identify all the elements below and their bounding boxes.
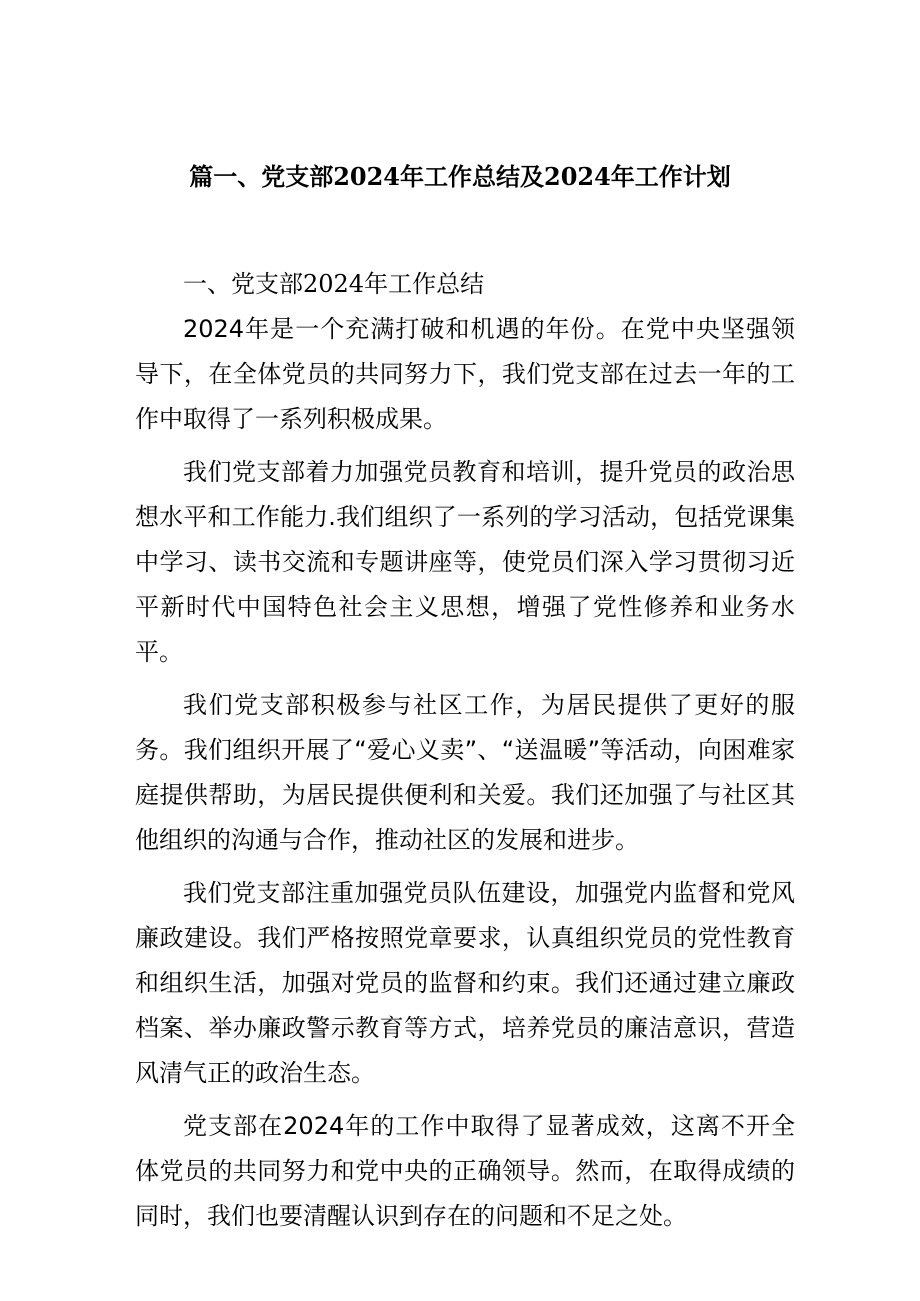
paragraph-4: 我们党支部注重加强党员队伍建设，加强党内监督和党风廉政建设。我们严格按照党章要求，认真组织党员的党性教育和组织生活，加强对党员的监督和约束。我们还通过建立廉政档案、举办廉政警示教育等方式，培养党员的廉洁意识，营造风清气正的政治生态。 xyxy=(135,879,795,1087)
document-body xyxy=(135,262,795,1239)
paragraph-5: 党支部在2024年的工作中取得了显著成效，这离不开全体党员的共同努力和党中央的正确领导。然而，在取得成绩的同时，我们也要清醒认识到存在的问题和不足之处。 xyxy=(135,1112,795,1230)
section-heading: 一、党支部2024年工作总结 xyxy=(183,270,485,298)
document-title: 篇一、党支部2024年工作总结及2024年工作计划 xyxy=(189,162,731,191)
paragraph-1: 2024年是一个充满打破和机遇的年份。在党中央坚强领导下，在全体党员的共同努力下，我们党支部在过去一年的工作中取得了一系列积极成果。 xyxy=(135,315,795,433)
paragraph-3: 我们党支部积极参与社区工作，为居民提供了更好的服务。我们组织开展了“爱心义卖”、“送温暖”等活动，向困难家庭提供帮助，为居民提供便利和关爱。我们还加强了与社区其他组织的沟通与合作，推动社区的发展和进步。 xyxy=(135,691,795,854)
paragraph-2: 我们党支部着力加强党员教育和培训，提升党员的政治思想水平和工作能力.我们组织了一系列的学习活动，包括党课集中学习、读书交流和专题讲座等，使党员们深入学习贯彻习近平新时代中国特色社会主义思想，增强了党性修养和业务水平。 xyxy=(135,458,795,666)
